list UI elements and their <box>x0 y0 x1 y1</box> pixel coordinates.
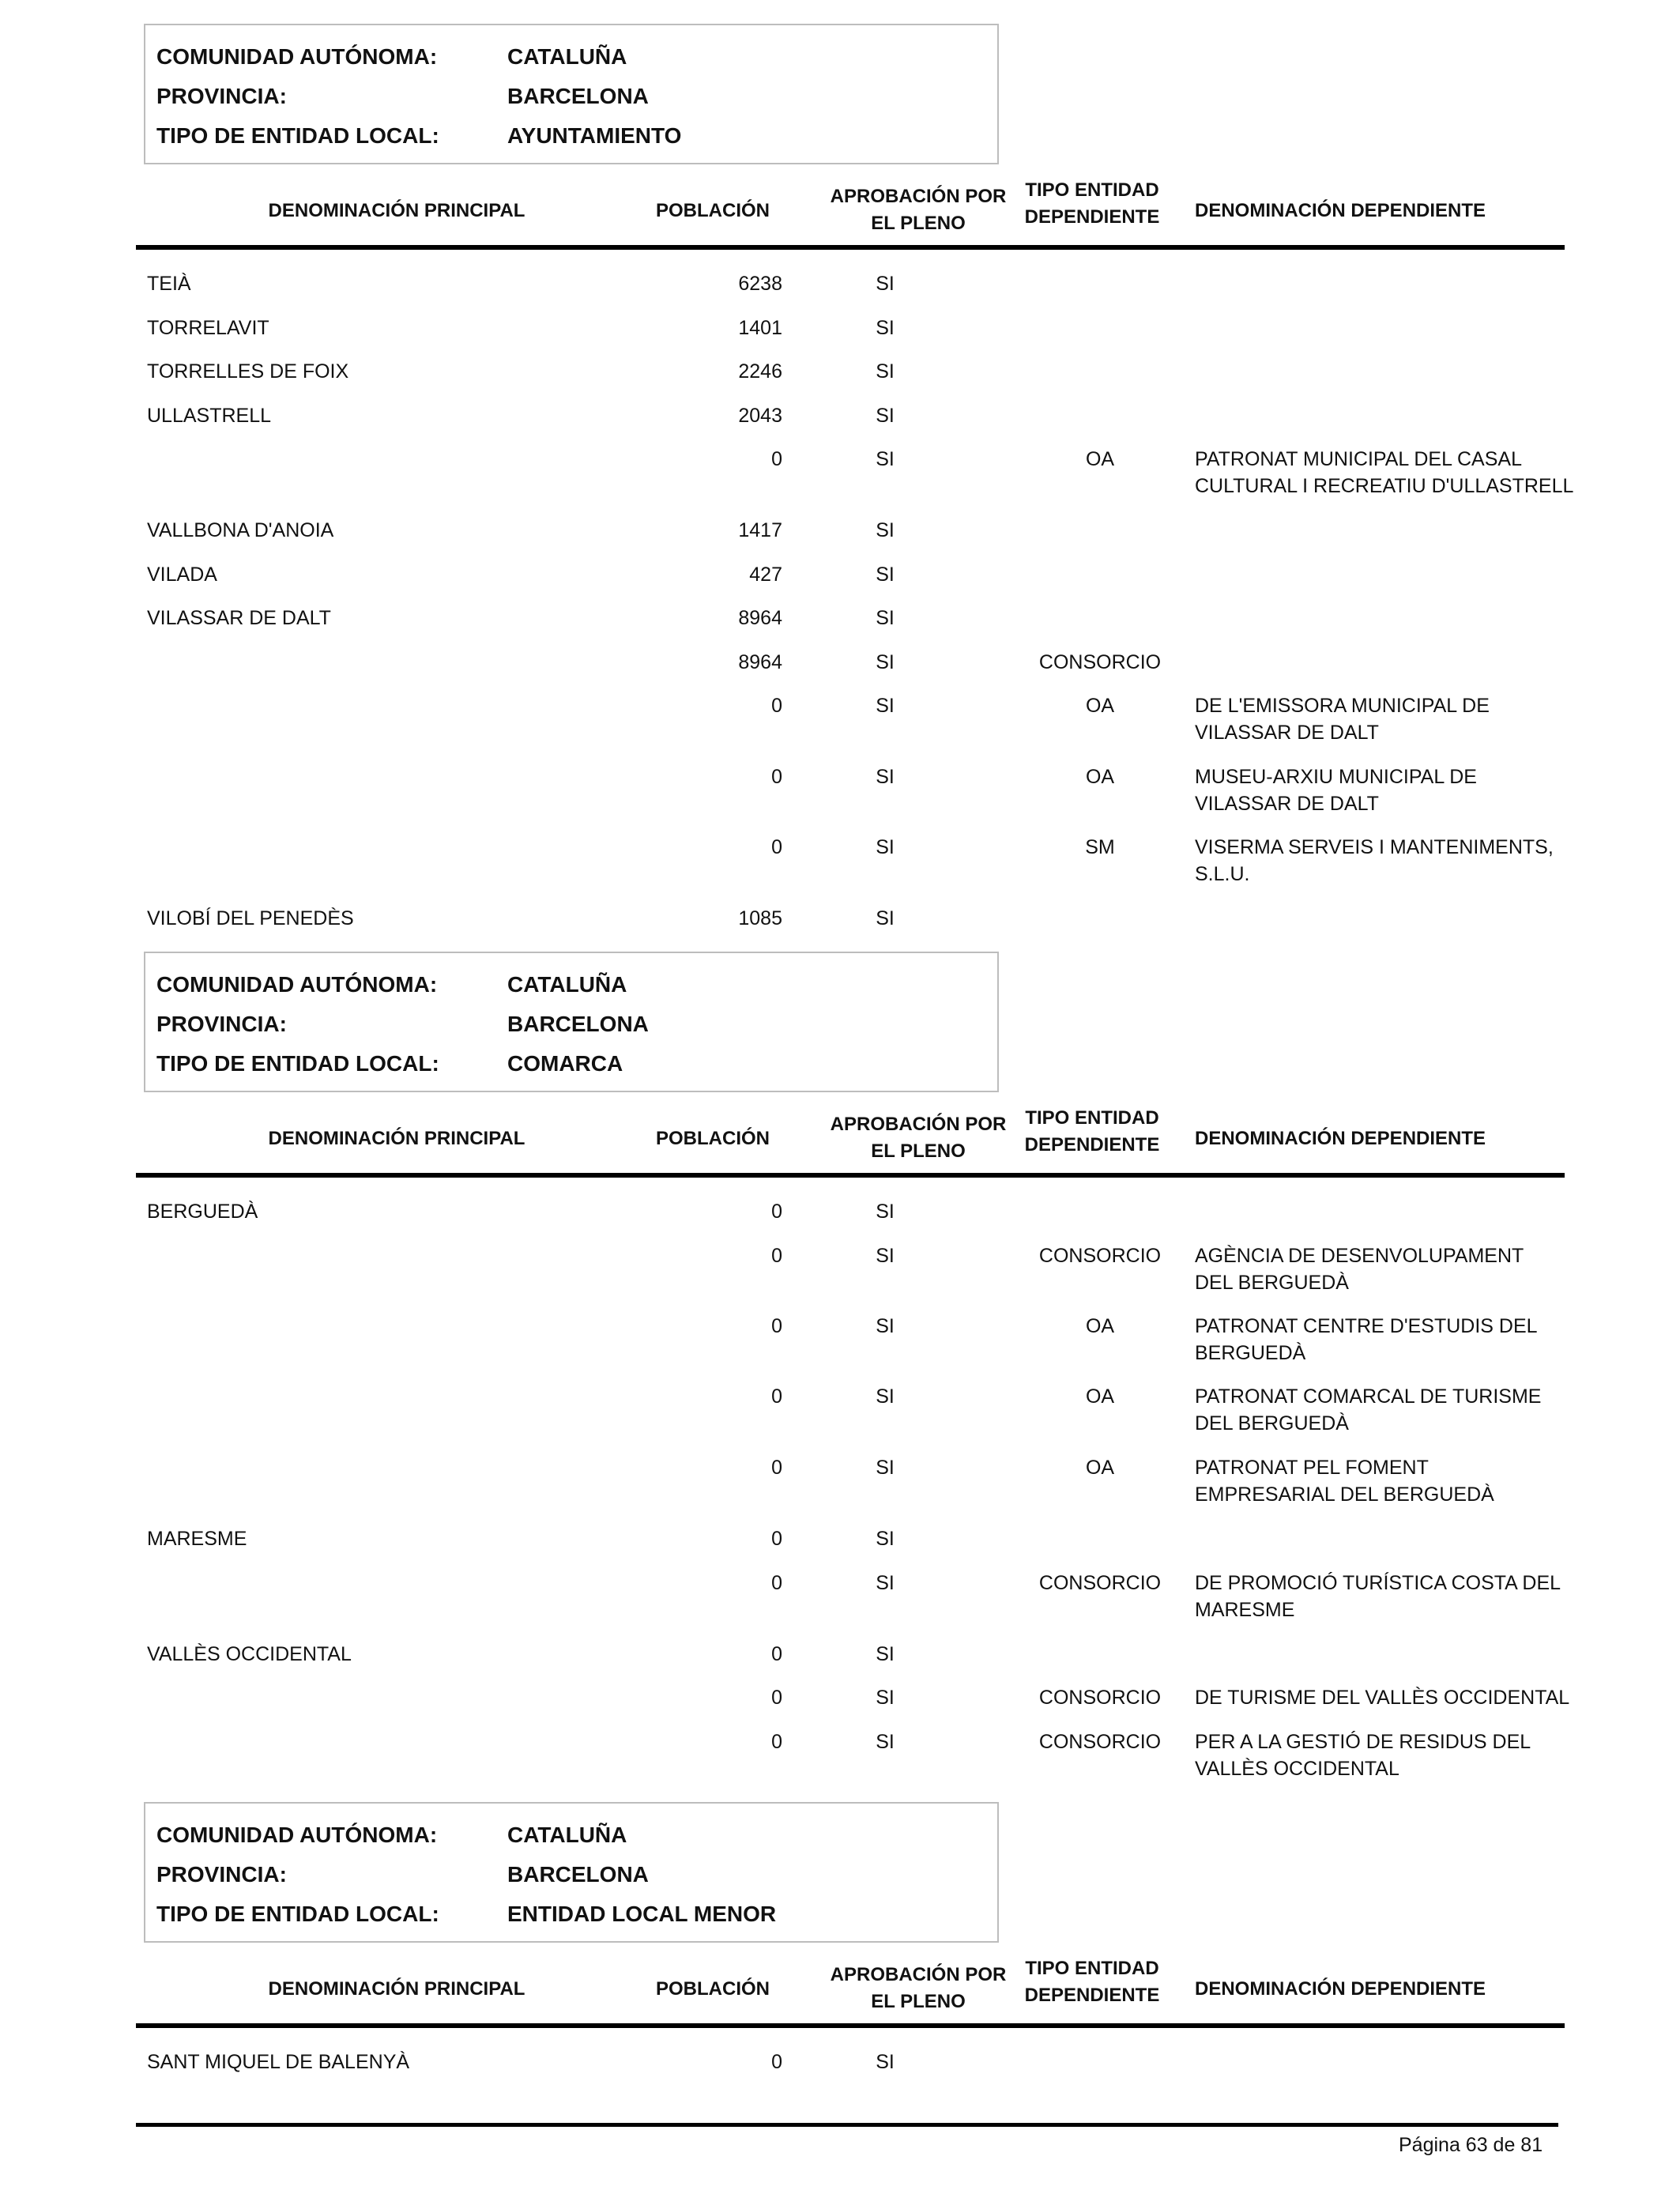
row-dependiente: MUSEU-ARXIU MUNICIPAL DE VILASSAR DE DALT <box>1195 766 1477 815</box>
provincia-value: BARCELONA <box>507 1862 649 1887</box>
row-poblacion: 1085 <box>738 907 782 929</box>
row-poblacion: 0 <box>771 1687 782 1709</box>
row-tipo: OA <box>1085 1385 1115 1408</box>
row-principal: ULLASTRELL <box>147 405 272 427</box>
row-poblacion: 8964 <box>738 651 782 673</box>
comunidad-label: COMUNIDAD AUTÓNOMA: <box>156 972 438 997</box>
row-aprobacion: SI <box>876 448 895 470</box>
row-poblacion: 2246 <box>738 360 782 383</box>
row-principal: VILOBÍ DEL PENEDÈS <box>147 907 354 929</box>
row-aprobacion: SI <box>876 1528 895 1550</box>
provincia-label: PROVINCIA: <box>156 84 287 108</box>
header-dependiente: DENOMINACIÓN DEPENDIENTE <box>1195 1128 1486 1149</box>
row-tipo: CONSORCIO <box>1038 1572 1162 1594</box>
row-aprobacion: SI <box>876 1731 895 1753</box>
row-poblacion: 8964 <box>738 607 782 629</box>
row-dependiente: DE TURISME DEL VALLÈS OCCIDENTAL <box>1195 1687 1570 1709</box>
tipo-entidad-label: TIPO DE ENTIDAD LOCAL: <box>156 1902 439 1926</box>
tipo-entidad-value: AYUNTAMIENTO <box>507 123 682 148</box>
row-poblacion: 0 <box>771 1731 782 1753</box>
provincia-value: BARCELONA <box>507 1012 649 1036</box>
provincia-label: PROVINCIA: <box>156 1012 287 1036</box>
row-principal: SANT MIQUEL DE BALENYÀ <box>147 2051 410 2073</box>
header-aprobacion: APROBACIÓN POR EL PLENO <box>830 186 1007 234</box>
row-dependiente: PATRONAT MUNICIPAL DEL CASAL CULTURAL I RECREATIU D'ULLASTRELL <box>1195 448 1574 497</box>
row-aprobacion: SI <box>876 317 895 339</box>
row-poblacion: 0 <box>771 766 782 788</box>
row-principal: VALLBONA D'ANOIA <box>147 519 334 541</box>
row-principal: TORRELAVIT <box>147 317 269 339</box>
header-dependiente: DENOMINACIÓN DEPENDIENTE <box>1195 1978 1486 2000</box>
row-principal: MARESME <box>147 1528 247 1550</box>
row-poblacion: 6238 <box>738 273 782 295</box>
row-aprobacion: SI <box>876 405 895 427</box>
header-rule <box>136 1173 1565 1178</box>
row-principal: TORRELLES DE FOIX <box>147 360 349 383</box>
row-poblacion: 0 <box>771 1315 782 1337</box>
header-aprobacion: APROBACIÓN POR EL PLENO <box>830 1964 1007 2012</box>
comunidad-value: CATALUÑA <box>507 1823 627 1847</box>
header-tipo: TIPO ENTIDAD DEPENDIENTE <box>1024 1958 1160 2006</box>
row-poblacion: 2043 <box>738 405 782 427</box>
tipo-entidad-label: TIPO DE ENTIDAD LOCAL: <box>156 1051 439 1076</box>
header-principal: DENOMINACIÓN PRINCIPAL <box>268 1978 525 2000</box>
header-principal: DENOMINACIÓN PRINCIPAL <box>268 200 525 221</box>
table-header <box>136 1099 1565 1178</box>
row-aprobacion: SI <box>876 1643 895 1665</box>
provincia-label: PROVINCIA: <box>156 1862 287 1887</box>
row-principal: VILADA <box>147 564 217 586</box>
row-dependiente: DE L'EMISSORA MUNICIPAL DE VILASSAR DE DALT <box>1195 695 1490 744</box>
table-header <box>136 171 1565 250</box>
row-principal: TEIÀ <box>147 273 191 295</box>
row-tipo: OA <box>1085 766 1115 788</box>
row-poblacion: 0 <box>771 836 782 858</box>
footer-rule <box>136 2123 1558 2127</box>
header-poblacion: POBLACIÓN <box>656 200 770 221</box>
row-aprobacion: SI <box>876 564 895 586</box>
row-tipo: CONSORCIO <box>1038 1731 1162 1753</box>
row-tipo: OA <box>1085 1315 1115 1337</box>
row-aprobacion: SI <box>876 1457 895 1479</box>
row-poblacion: 0 <box>771 1528 782 1550</box>
row-tipo: CONSORCIO <box>1038 651 1162 673</box>
row-dependiente: PATRONAT CENTRE D'ESTUDIS DEL BERGUEDÀ <box>1195 1315 1538 1364</box>
row-poblacion: 1401 <box>738 317 782 339</box>
page-number: Página 63 de 81 <box>1399 2134 1543 2156</box>
row-poblacion: 0 <box>771 1201 782 1223</box>
row-aprobacion: SI <box>876 651 895 673</box>
row-tipo: OA <box>1085 1457 1115 1479</box>
row-aprobacion: SI <box>876 1315 895 1337</box>
row-poblacion: 1417 <box>738 519 782 541</box>
header-tipo: TIPO ENTIDAD DEPENDIENTE <box>1024 179 1160 228</box>
row-poblacion: 0 <box>771 1245 782 1267</box>
row-aprobacion: SI <box>876 1385 895 1408</box>
row-dependiente: PATRONAT COMARCAL DE TURISME DEL BERGUEDÀ <box>1195 1385 1542 1434</box>
tipo-entidad-value: ENTIDAD LOCAL MENOR <box>507 1902 777 1926</box>
row-aprobacion: SI <box>876 519 895 541</box>
row-tipo: OA <box>1085 448 1115 470</box>
row-poblacion: 0 <box>771 695 782 717</box>
row-poblacion: 0 <box>771 1643 782 1665</box>
row-aprobacion: SI <box>876 695 895 717</box>
comunidad-value: CATALUÑA <box>507 44 627 69</box>
section-info-box <box>144 1802 999 1943</box>
row-poblacion: 0 <box>771 1572 782 1594</box>
row-dependiente: AGÈNCIA DE DESENVOLUPAMENT DEL BERGUEDÀ <box>1195 1245 1524 1294</box>
row-aprobacion: SI <box>876 1201 895 1223</box>
row-dependiente: PATRONAT PEL FOMENT EMPRESARIAL DEL BERGUEDÀ <box>1195 1457 1494 1506</box>
tipo-entidad-label: TIPO DE ENTIDAD LOCAL: <box>156 123 439 148</box>
row-tipo: SM <box>1085 836 1115 858</box>
header-principal: DENOMINACIÓN PRINCIPAL <box>268 1128 525 1149</box>
row-tipo: OA <box>1085 695 1115 717</box>
row-principal: VILASSAR DE DALT <box>147 607 331 629</box>
row-poblacion: 0 <box>771 1457 782 1479</box>
row-aprobacion: SI <box>876 766 895 788</box>
row-aprobacion: SI <box>876 1687 895 1709</box>
table-header <box>136 1949 1565 2028</box>
comunidad-value: CATALUÑA <box>507 972 627 997</box>
row-principal: BERGUEDÀ <box>147 1201 258 1223</box>
provincia-value: BARCELONA <box>507 84 649 108</box>
row-aprobacion: SI <box>876 1572 895 1594</box>
row-poblacion: 0 <box>771 1385 782 1408</box>
comunidad-label: COMUNIDAD AUTÓNOMA: <box>156 1823 438 1847</box>
row-aprobacion: SI <box>876 273 895 295</box>
row-aprobacion: SI <box>876 1245 895 1267</box>
row-aprobacion: SI <box>876 360 895 383</box>
row-tipo: CONSORCIO <box>1038 1687 1162 1709</box>
comunidad-label: COMUNIDAD AUTÓNOMA: <box>156 44 438 69</box>
row-dependiente: PER A LA GESTIÓ DE RESIDUS DEL VALLÈS OCCIDENTAL <box>1195 1731 1531 1780</box>
header-poblacion: POBLACIÓN <box>656 1978 770 2000</box>
row-aprobacion: SI <box>876 907 895 929</box>
section-info-box <box>144 952 999 1092</box>
row-tipo: CONSORCIO <box>1038 1245 1162 1267</box>
header-tipo: TIPO ENTIDAD DEPENDIENTE <box>1024 1107 1160 1155</box>
row-poblacion: 427 <box>749 564 782 586</box>
section-info-box <box>144 24 999 164</box>
row-dependiente: DE PROMOCIÓ TURÍSTICA COSTA DEL MARESME <box>1195 1572 1561 1621</box>
row-aprobacion: SI <box>876 836 895 858</box>
row-aprobacion: SI <box>876 607 895 629</box>
header-dependiente: DENOMINACIÓN DEPENDIENTE <box>1195 200 1486 221</box>
header-aprobacion: APROBACIÓN POR EL PLENO <box>830 1114 1007 1162</box>
header-poblacion: POBLACIÓN <box>656 1128 770 1149</box>
row-poblacion: 0 <box>771 448 782 470</box>
row-poblacion: 0 <box>771 2051 782 2073</box>
row-aprobacion: SI <box>876 2051 895 2073</box>
row-principal: VALLÈS OCCIDENTAL <box>147 1643 352 1665</box>
header-rule <box>136 245 1565 250</box>
header-rule <box>136 2023 1565 2028</box>
row-dependiente: VISERMA SERVEIS I MANTENIMENTS, S.L.U. <box>1195 836 1554 885</box>
tipo-entidad-value: COMARCA <box>507 1051 623 1076</box>
